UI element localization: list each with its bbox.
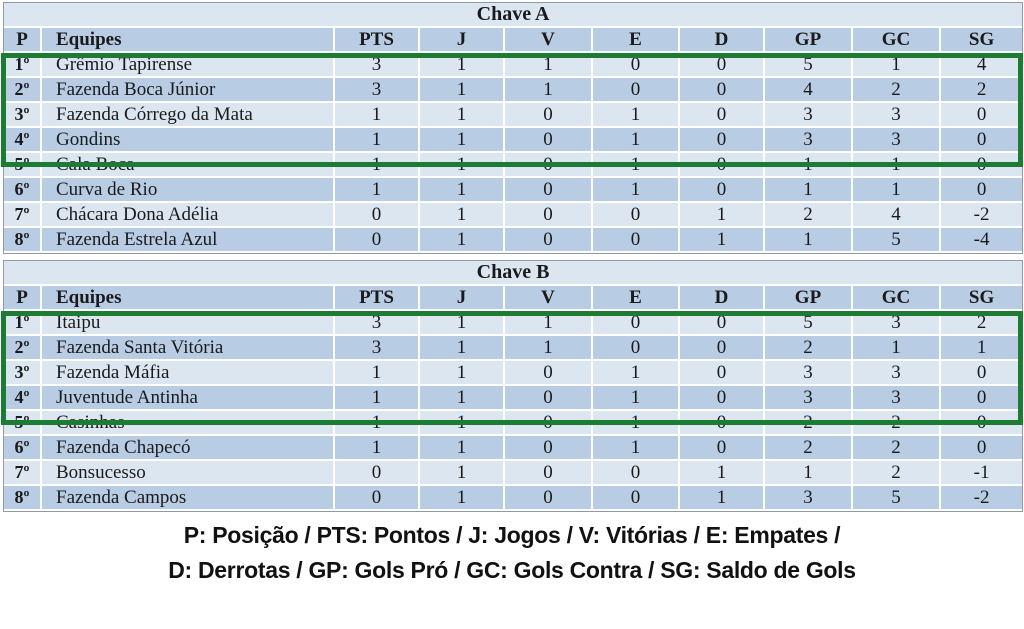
stat-cell: 5: [853, 486, 941, 511]
stat-cell: 2: [941, 311, 1022, 336]
column-header-sg: SG: [941, 28, 1022, 53]
stat-cell: 0: [505, 386, 593, 411]
stat-cell: 2: [765, 203, 853, 228]
table-row: [4, 361, 1022, 386]
stat-cell: 0: [941, 436, 1022, 461]
stat-cell: 1: [593, 361, 680, 386]
stat-cell: 0: [941, 153, 1022, 178]
column-header-gp: GP: [765, 28, 853, 53]
stat-cell: 1: [505, 78, 593, 103]
stat-cell: 1: [505, 336, 593, 361]
column-header-d: D: [680, 286, 765, 311]
stat-cell: 1: [853, 153, 941, 178]
stat-cell: 1: [420, 203, 505, 228]
stat-cell: 0: [335, 461, 420, 486]
stat-cell: 3: [335, 78, 420, 103]
stat-cell: 1: [593, 386, 680, 411]
team-cell: Chácara Dona Adélia: [42, 203, 335, 228]
stat-cell: 0: [505, 436, 593, 461]
table-row: [4, 486, 1022, 511]
standings-page: [0, 2, 1024, 629]
stat-cell: 1: [420, 461, 505, 486]
stat-cell: 1: [335, 153, 420, 178]
stat-cell: 2: [853, 461, 941, 486]
stat-cell: 1: [335, 436, 420, 461]
table-row: [4, 386, 1022, 411]
stat-cell: -1: [941, 461, 1022, 486]
stat-cell: 4: [765, 78, 853, 103]
stat-cell: 5: [765, 53, 853, 78]
stat-cell: 1: [420, 53, 505, 78]
stat-cell: 0: [680, 436, 765, 461]
stat-cell: 1: [765, 153, 853, 178]
stat-cell: 1: [420, 311, 505, 336]
column-header-equipes: Equipes: [42, 28, 335, 53]
stat-cell: 1: [853, 336, 941, 361]
stat-cell: 0: [680, 336, 765, 361]
stat-cell: 1: [420, 386, 505, 411]
column-header-pts: PTS: [335, 286, 420, 311]
position-cell: 4º: [4, 386, 42, 411]
stat-cell: 1: [420, 486, 505, 511]
stat-cell: 0: [680, 178, 765, 203]
stat-cell: 2: [853, 436, 941, 461]
column-header-gc: GC: [853, 286, 941, 311]
table-row: [4, 178, 1022, 203]
team-cell: Juventude Antinha: [42, 386, 335, 411]
stat-cell: 1: [593, 153, 680, 178]
team-cell: Casinhas: [42, 411, 335, 436]
stat-cell: 3: [765, 386, 853, 411]
stat-cell: 2: [765, 436, 853, 461]
column-header-row: [4, 286, 1022, 311]
stat-cell: 4: [941, 53, 1022, 78]
column-header-sg: SG: [941, 286, 1022, 311]
stat-cell: 1: [420, 153, 505, 178]
stat-cell: 0: [593, 311, 680, 336]
stat-cell: 0: [941, 178, 1022, 203]
table-row: [4, 103, 1022, 128]
stat-cell: 0: [941, 128, 1022, 153]
stat-cell: 0: [505, 128, 593, 153]
team-cell: Fazenda Boca Júnior: [42, 78, 335, 103]
position-cell: 1º: [4, 53, 42, 78]
position-cell: 2º: [4, 78, 42, 103]
table-row: [4, 228, 1022, 253]
team-cell: Fazenda Campos: [42, 486, 335, 511]
stat-cell: 1: [420, 361, 505, 386]
column-header-equipes: Equipes: [42, 286, 335, 311]
group-title: Chave A: [4, 3, 1022, 28]
table-row: [4, 203, 1022, 228]
stat-cell: 0: [680, 128, 765, 153]
team-cell: Fazenda Máfia: [42, 361, 335, 386]
stat-cell: 0: [505, 153, 593, 178]
stat-cell: 1: [420, 336, 505, 361]
table-row: [4, 53, 1022, 78]
stat-cell: 2: [765, 336, 853, 361]
stat-cell: -2: [941, 486, 1022, 511]
column-header-gc: GC: [853, 28, 941, 53]
stat-cell: 0: [680, 361, 765, 386]
stat-cell: 0: [505, 411, 593, 436]
stat-cell: 3: [765, 103, 853, 128]
column-header-d: D: [680, 28, 765, 53]
legend-line-1: P: Posição / PTS: Pontos / J: Jogos / V: Vitórias / E: Empates /: [183, 522, 841, 548]
stat-cell: 3: [853, 103, 941, 128]
stat-cell: 0: [593, 53, 680, 78]
stat-cell: 0: [941, 386, 1022, 411]
position-cell: 2º: [4, 336, 42, 361]
stat-cell: 1: [593, 411, 680, 436]
position-cell: 3º: [4, 361, 42, 386]
stat-cell: 0: [941, 103, 1022, 128]
stat-cell: 0: [941, 361, 1022, 386]
stat-cell: 1: [335, 128, 420, 153]
stat-cell: 1: [680, 461, 765, 486]
stat-cell: 0: [680, 386, 765, 411]
stat-cell: 3: [335, 53, 420, 78]
stat-cell: 1: [593, 128, 680, 153]
column-header-j: J: [420, 28, 505, 53]
column-header-gp: GP: [765, 286, 853, 311]
stat-cell: 1: [420, 103, 505, 128]
stat-cell: 3: [853, 128, 941, 153]
stat-cell: 1: [593, 178, 680, 203]
stat-cell: 0: [941, 411, 1022, 436]
stat-cell: 1: [765, 228, 853, 253]
stat-cell: 0: [680, 311, 765, 336]
stat-cell: 1: [941, 336, 1022, 361]
stat-cell: 4: [853, 203, 941, 228]
position-cell: 6º: [4, 178, 42, 203]
stat-cell: 0: [505, 103, 593, 128]
chave-b-table: [3, 260, 1023, 512]
stat-cell: 1: [593, 436, 680, 461]
table-row: [4, 336, 1022, 361]
stat-cell: 1: [680, 486, 765, 511]
stat-cell: 1: [420, 228, 505, 253]
table-row: [4, 436, 1022, 461]
column-header-pts: PTS: [335, 28, 420, 53]
stat-cell: 0: [680, 53, 765, 78]
stat-cell: 1: [765, 461, 853, 486]
position-cell: 7º: [4, 461, 42, 486]
team-cell: Fazenda Córrego da Mata: [42, 103, 335, 128]
stat-cell: 0: [335, 486, 420, 511]
stat-cell: 5: [853, 228, 941, 253]
team-cell: Fazenda Santa Vitória: [42, 336, 335, 361]
stat-cell: 0: [680, 103, 765, 128]
stat-cell: 1: [335, 386, 420, 411]
stat-cell: 1: [420, 178, 505, 203]
column-header-p: P: [4, 28, 42, 53]
group-title: Chave B: [4, 261, 1022, 286]
team-cell: Fazenda Chapecó: [42, 436, 335, 461]
stat-cell: 5: [765, 311, 853, 336]
stat-cell: 2: [853, 411, 941, 436]
stat-cell: 1: [420, 411, 505, 436]
stat-cell: 1: [335, 103, 420, 128]
stat-cell: 0: [505, 228, 593, 253]
team-cell: Bonsucesso: [42, 461, 335, 486]
table-row: [4, 78, 1022, 103]
column-header-row: [4, 28, 1022, 53]
position-cell: 5º: [4, 153, 42, 178]
chave-b-section: [3, 260, 1021, 512]
stat-cell: 0: [680, 78, 765, 103]
stat-cell: 3: [853, 311, 941, 336]
team-cell: Cala Boca: [42, 153, 335, 178]
stat-cell: 3: [765, 486, 853, 511]
stat-cell: 0: [680, 153, 765, 178]
table-row: [4, 411, 1022, 436]
stat-cell: 3: [853, 386, 941, 411]
stat-cell: -2: [941, 203, 1022, 228]
position-cell: 6º: [4, 436, 42, 461]
column-header-v: V: [505, 286, 593, 311]
stat-cell: 2: [941, 78, 1022, 103]
stat-cell: 1: [853, 178, 941, 203]
stat-cell: 0: [593, 461, 680, 486]
stat-cell: 0: [593, 78, 680, 103]
table-row: [4, 153, 1022, 178]
team-cell: Itaipu: [42, 311, 335, 336]
stat-cell: 0: [505, 486, 593, 511]
team-cell: Grêmio Tapirense: [42, 53, 335, 78]
position-cell: 3º: [4, 103, 42, 128]
group-title-row: [4, 3, 1022, 28]
stat-cell: 0: [505, 361, 593, 386]
table-row: [4, 461, 1022, 486]
stat-cell: 3: [765, 128, 853, 153]
stat-cell: 1: [765, 178, 853, 203]
position-cell: 7º: [4, 203, 42, 228]
stat-cell: 0: [335, 203, 420, 228]
stat-cell: 0: [593, 336, 680, 361]
stat-cell: 3: [853, 361, 941, 386]
stat-cell: 3: [335, 336, 420, 361]
chave-a-table: [3, 2, 1023, 254]
stat-cell: 1: [335, 361, 420, 386]
stat-cell: 0: [593, 228, 680, 253]
legend: [0, 518, 1024, 588]
stat-cell: 1: [420, 128, 505, 153]
stat-cell: 1: [420, 78, 505, 103]
stat-cell: 1: [505, 53, 593, 78]
stat-cell: 3: [335, 311, 420, 336]
stat-cell: 1: [680, 228, 765, 253]
stat-cell: 1: [593, 103, 680, 128]
stat-cell: 0: [505, 461, 593, 486]
position-cell: 5º: [4, 411, 42, 436]
stat-cell: 1: [680, 203, 765, 228]
team-cell: Fazenda Estrela Azul: [42, 228, 335, 253]
stat-cell: 1: [420, 436, 505, 461]
stat-cell: 2: [765, 411, 853, 436]
position-cell: 8º: [4, 228, 42, 253]
table-row: [4, 128, 1022, 153]
column-header-j: J: [420, 286, 505, 311]
stat-cell: 0: [505, 178, 593, 203]
column-header-v: V: [505, 28, 593, 53]
stat-cell: 0: [593, 203, 680, 228]
stat-cell: -4: [941, 228, 1022, 253]
column-header-e: E: [593, 28, 680, 53]
stat-cell: 0: [335, 228, 420, 253]
stat-cell: 0: [593, 486, 680, 511]
stat-cell: 1: [335, 178, 420, 203]
column-header-p: P: [4, 286, 42, 311]
stat-cell: 1: [853, 53, 941, 78]
table-row: [4, 311, 1022, 336]
stat-cell: 1: [505, 311, 593, 336]
stat-cell: 3: [765, 361, 853, 386]
position-cell: 4º: [4, 128, 42, 153]
position-cell: 1º: [4, 311, 42, 336]
team-cell: Gondins: [42, 128, 335, 153]
stat-cell: 2: [853, 78, 941, 103]
column-header-e: E: [593, 286, 680, 311]
stat-cell: 0: [505, 203, 593, 228]
stat-cell: 0: [680, 411, 765, 436]
team-cell: Curva de Rio: [42, 178, 335, 203]
position-cell: 8º: [4, 486, 42, 511]
stat-cell: 1: [335, 411, 420, 436]
group-title-row: [4, 261, 1022, 286]
legend-line-2: D: Derrotas / GP: Gols Pró / GC: Gols Contra / SG: Saldo de Gols: [168, 557, 856, 583]
chave-b-rows: [4, 311, 1022, 511]
chave-a-section: [3, 2, 1021, 254]
chave-a-rows: [4, 53, 1022, 253]
